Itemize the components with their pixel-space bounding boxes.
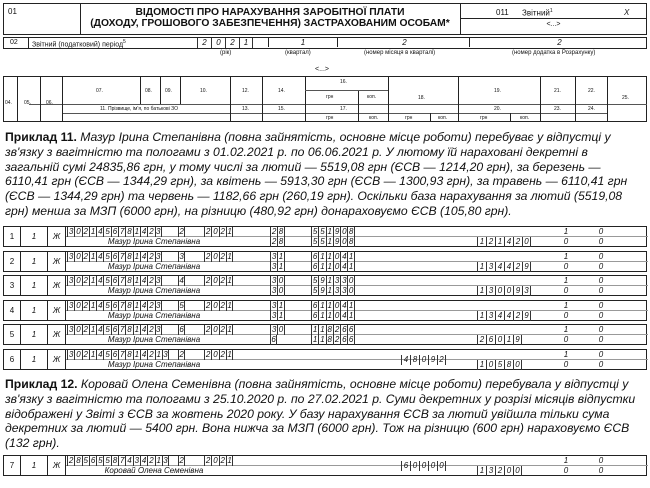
row-days-14: 3 0 <box>271 325 284 334</box>
header-note-2: <...> <box>315 66 330 73</box>
row-days-14: 2 8 <box>271 227 284 236</box>
row-col-24: 0 <box>598 335 604 344</box>
addendum-caption: (номер додатка в Розрахунку) <box>512 50 596 56</box>
row-amount-17: 6 1 1 0 4 1 <box>312 261 354 271</box>
row-col-23: 0 <box>563 466 569 475</box>
col-15: 15. <box>278 106 285 112</box>
row-col-23: 0 <box>563 237 569 246</box>
row-amount-20: 2 6 0 1 9 <box>477 335 522 345</box>
row-col-06: Ж <box>48 301 66 320</box>
col-19: 19. <box>494 88 501 94</box>
row-col-24: 0 <box>598 310 604 320</box>
row-col-05: 1 <box>21 252 48 271</box>
row-col-21: 1 <box>563 251 569 261</box>
row-days-15: 6 <box>271 335 276 344</box>
row-taxpayer-id: 3 0 2 1 4 5 6 7 8 1 4 2 3 <box>68 276 161 285</box>
row-number: 1 <box>4 227 21 246</box>
row-col-05: 1 <box>21 350 48 369</box>
col-21: 21. <box>554 88 561 94</box>
form-number: 01 <box>8 7 17 16</box>
row-amount-16: 6 1 1 0 4 1 <box>312 251 354 261</box>
row-col-21: 1 <box>563 325 569 334</box>
row-col-23: 0 <box>563 310 569 320</box>
row-taxpayer-id: 3 0 2 1 4 5 6 7 8 1 4 2 1 3 <box>68 349 168 359</box>
row-taxpayer-id: 3 0 2 1 4 5 6 7 8 1 4 2 3 <box>68 300 161 310</box>
col-24: 24. <box>588 106 595 112</box>
row-month: 2 <box>179 456 184 465</box>
row-amount-17: 5 5 1 9 0 8 <box>312 237 354 246</box>
row-col-22: 0 <box>598 456 604 465</box>
row-days-14: 3 0 <box>271 276 284 285</box>
row-amount-20: 1 2 1 4 2 0 <box>477 237 531 247</box>
row-month: 4 <box>179 276 184 285</box>
row-year: 2 0 2 1 <box>205 227 232 236</box>
row-amount-18: 4 8 0 9 2 <box>401 355 446 365</box>
col-17-uah: грн <box>326 115 334 121</box>
col-08: 08. <box>145 88 152 94</box>
row-col-24: 0 <box>598 359 604 369</box>
row-person-name: Мазур Ірина Степанівна <box>107 310 201 320</box>
row-col-22: 0 <box>598 276 604 285</box>
row-col-05: 1 <box>21 456 48 475</box>
col-22: 22. <box>588 88 595 94</box>
report-type-mark: X <box>624 8 630 17</box>
month-value: 2 <box>340 38 470 47</box>
col-18: 18. <box>418 95 425 101</box>
row-year: 2 0 2 1 <box>205 276 232 285</box>
row-person-name: Мазур Ірина Степанівна <box>107 237 201 246</box>
row-year: 2 0 2 1 <box>205 300 232 310</box>
table-row <box>3 324 647 345</box>
row-col-22: 0 <box>598 349 604 359</box>
table-row <box>3 455 647 476</box>
row-amount-16: 1 1 8 2 6 6 <box>312 325 354 334</box>
row-amount-20: 1 3 0 0 9 3 <box>477 286 531 296</box>
month-caption: (номер місяця в кварталі) <box>364 50 436 56</box>
data-table-1 <box>3 226 647 374</box>
col-20: 20. <box>494 106 501 112</box>
row-number: 6 <box>4 350 21 369</box>
col-18-uah: грн <box>405 115 413 121</box>
row-year: 2 0 2 1 <box>205 456 232 465</box>
row-col-21: 1 <box>563 456 569 465</box>
period-label: Звітний (податковий) період$^5$ <box>32 39 126 49</box>
row-amount-18: 6 0 0 0 0 <box>401 461 446 471</box>
row-year: 2 0 2 1 <box>205 349 232 359</box>
col-11: 11. Прізвище, ім'я, по батькові ЗО <box>100 106 179 112</box>
row-year: 2 0 2 1 <box>205 325 232 334</box>
row-days-14: 3 1 <box>271 251 284 261</box>
column-header <box>3 76 647 122</box>
table-row <box>3 251 647 272</box>
row-taxpayer-id: 2 8 5 6 5 5 8 7 4 3 4 2 1 3 <box>68 456 168 465</box>
row-month: 3 <box>179 251 184 261</box>
example-12-text: Приклад 12. Коровай Олена Семенівна (повна зайнятість, основне місце роботи) перебувала у відпустці у зв'язку з вагітністю та пологами з 25.10.2020 р. по 27.02.2021 р. Суми декретних у розрізі місяців відпустки відображені у Звіті з ЄСВ за жовтень 2020 року. У базу нарахування ЄСВ за лютий увійшла тільки сума декретних за лютий — 5400 грн. Вона нижча за МЗП (6000 грн). Тож на різницю (600 грн) нараховуємо ЄСВ (132 грн). <box>5 377 636 451</box>
col-20-kop: коп. <box>520 115 530 121</box>
row-col-21: 1 <box>563 300 569 310</box>
row-person-name: Мазур Ірина Степанівна <box>107 261 201 271</box>
col-23: 23. <box>554 106 561 112</box>
table-row <box>3 275 647 296</box>
row-amount-17: 5 9 1 3 3 0 <box>312 286 354 295</box>
row-col-06: Ж <box>48 252 66 271</box>
col-07: 07. <box>96 88 103 94</box>
row-amount-20: 1 0 5 8 0 <box>477 360 522 370</box>
col-09: 09. <box>165 88 172 94</box>
row-days-15: 2 8 <box>271 237 284 246</box>
row-month: 2 <box>179 227 184 236</box>
row-col-24: 0 <box>598 261 604 271</box>
row-col-06: Ж <box>48 350 66 369</box>
row-taxpayer-id: 3 0 2 1 4 5 6 7 8 1 4 2 3 <box>68 227 161 236</box>
row-col-21: 1 <box>563 276 569 285</box>
row-amount-17: 1 1 8 2 6 6 <box>312 335 354 344</box>
col-05: 05. <box>24 100 31 106</box>
col-16-uah: грн <box>326 94 334 100</box>
row-col-06: Ж <box>48 276 66 295</box>
row-amount-20: 1 3 4 4 2 9 <box>477 311 531 321</box>
row-person-name: Мазур Ірина Степанівна <box>107 335 201 344</box>
row-number: 4 <box>4 301 21 320</box>
col-20-uah: грн <box>480 115 488 121</box>
row-person-name: Мазур Ірина Степанівна <box>107 286 201 295</box>
col-14: 14. <box>278 88 285 94</box>
row-col-05: 1 <box>21 276 48 295</box>
row-taxpayer-id: 3 0 2 1 4 5 6 7 8 1 4 2 3 <box>68 251 161 261</box>
row-month: 6 <box>179 325 184 334</box>
col-25: 25. <box>622 95 629 101</box>
row-days-15: 3 1 <box>271 261 284 271</box>
header-note: <...> <box>546 21 561 28</box>
table-row <box>3 349 647 370</box>
row-month: 2 <box>179 349 184 359</box>
col-10: 10. <box>200 88 207 94</box>
row-col-22: 0 <box>598 227 604 236</box>
code-011: 011 <box>496 8 509 17</box>
row-col-21: 1 <box>563 227 569 236</box>
row-col-24: 0 <box>598 237 604 246</box>
report-type-label: Звітний$^1$ <box>522 8 553 18</box>
year-digits: 2 0 2 1 <box>195 37 265 49</box>
row-days-15: 3 0 <box>271 286 284 295</box>
col-12: 12. <box>242 88 249 94</box>
row-col-05: 1 <box>21 325 48 344</box>
row-month: 5 <box>179 300 184 310</box>
row-person-name: Коровай Олена Семенівна <box>104 466 204 475</box>
table-row <box>3 300 647 321</box>
row-number: 2 <box>4 252 21 271</box>
row-amount-16: 5 5 1 9 0 8 <box>312 227 354 236</box>
row-col-22: 0 <box>598 325 604 334</box>
row-amount-17: 6 1 1 0 4 1 <box>312 310 354 320</box>
year-caption: (рік) <box>220 50 232 56</box>
row-amount-20: 1 3 2 0 0 <box>477 466 522 476</box>
row-amount-16: 5 9 1 3 3 0 <box>312 276 354 285</box>
row-amount-20: 1 3 4 4 2 9 <box>477 262 531 272</box>
row-number: 3 <box>4 276 21 295</box>
col-18-kop: коп. <box>438 115 448 121</box>
row-col-23: 0 <box>563 261 569 271</box>
row-col-05: 1 <box>21 301 48 320</box>
row-col-06: Ж <box>48 456 66 475</box>
page-title-line1: ВІДОМОСТІ ПРО НАРАХУВАННЯ ЗАРОБІТНОЇ ПЛАТИ <box>135 7 405 18</box>
row-number: 7 <box>4 456 21 475</box>
row-col-06: Ж <box>48 227 66 246</box>
row-col-22: 0 <box>598 251 604 261</box>
page-title-line2: (ДОХОДУ, ГРОШОВОГО ЗАБЕЗПЕЧЕННЯ) ЗАСТРАХОВАНИМ ОСОБАМ* <box>90 18 450 29</box>
col-04: 04. <box>5 100 12 106</box>
row-col-24: 0 <box>598 466 604 475</box>
row-col-23: 0 <box>563 286 569 295</box>
col-06: 06. <box>46 100 53 106</box>
row-col-23: 0 <box>563 335 569 344</box>
row-col-21: 1 <box>563 349 569 359</box>
quarter-value: 1 <box>268 38 338 47</box>
example-11-text: Приклад 11. Мазур Ірина Степанівна (повна зайнятість, основне місце роботи) перебуває у відпустці у зв'язку з вагітністю та пологами з 01.02.2021 р. по 06.06.2021 р. У лютому їй нараховані декретні в загальній сумі 24835,86 грн, у тому числі за лютий — 5519,08 грн (ЄСВ — 1214,20 грн), за березень — 6110,41 грн (ЄСВ — 1344,29 грн), за квітень — 5913,30 грн (ЄСВ — 1300,93 грн), за травень — 6110,41 грн (ЄСВ — 1344,29 грн) та червень — 1182,66 грн (260,19 грн). Оскільки база нарахування за лютий (5519,08 грн) менша за МЗП (6000 грн), на різницю (480,92 грн) донараховуємо ЄСВ (105,80 грн). <box>5 130 628 218</box>
table-row <box>3 226 647 247</box>
row-person-name: Мазур Ірина Степанівна <box>107 359 201 369</box>
row-col-23: 0 <box>563 359 569 369</box>
row-year: 2 0 2 1 <box>205 251 232 261</box>
row-taxpayer-id: 3 0 2 1 4 5 6 7 8 1 4 2 3 <box>68 325 161 334</box>
row-days-14: 3 1 <box>271 300 284 310</box>
col-16: 16. <box>340 79 347 85</box>
addendum-value: 2 <box>557 38 562 47</box>
col-16-kop: коп. <box>367 94 377 100</box>
col-17-kop: коп. <box>369 115 379 121</box>
row-amount-16: 6 1 1 0 4 1 <box>312 300 354 310</box>
row-col-06: Ж <box>48 325 66 344</box>
period-code: 02 <box>10 39 18 46</box>
row-number: 5 <box>4 325 21 344</box>
quarter-caption: (квартал) <box>285 50 311 56</box>
row-col-24: 0 <box>598 286 604 295</box>
col-13: 13. <box>242 106 249 112</box>
col-17: 17. <box>340 106 347 112</box>
data-table-2 <box>3 455 647 479</box>
row-col-05: 1 <box>21 227 48 246</box>
row-days-15: 3 1 <box>271 310 284 320</box>
row-col-22: 0 <box>598 300 604 310</box>
